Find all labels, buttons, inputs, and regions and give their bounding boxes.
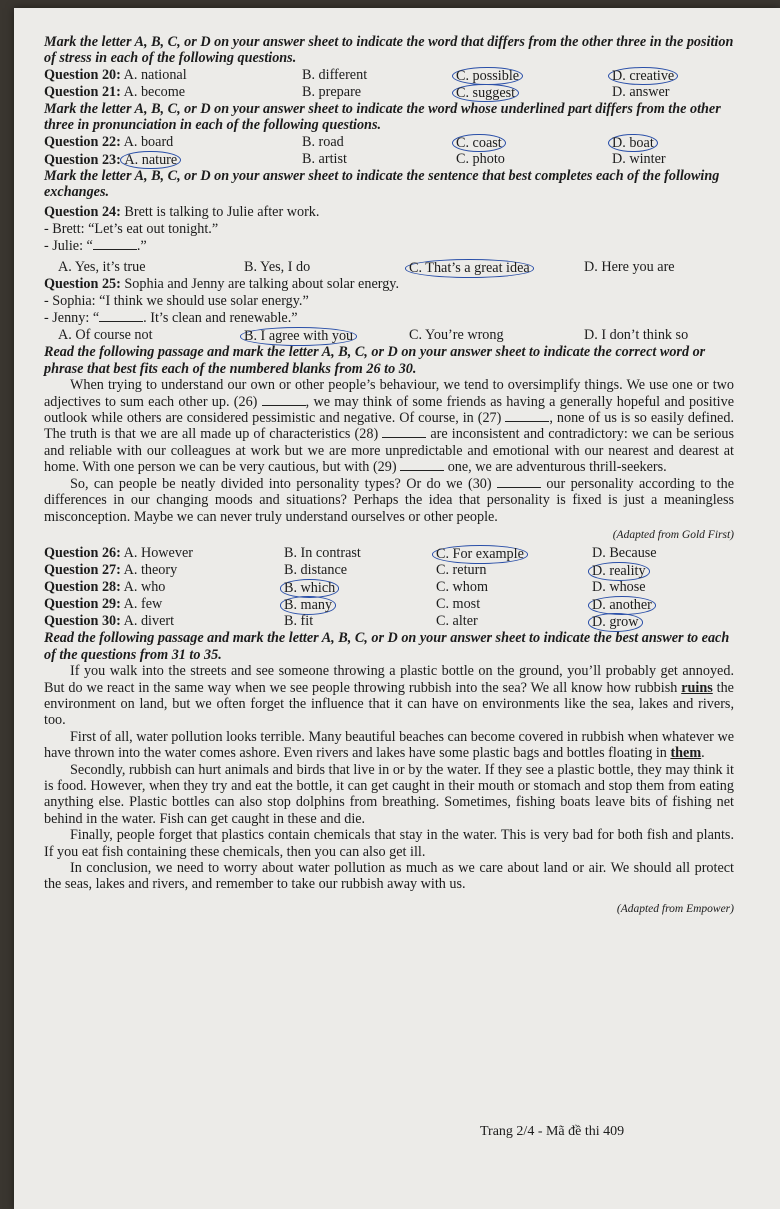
blank-27: [505, 410, 549, 422]
answer-blank: [99, 310, 143, 322]
question-label: Question 30:: [44, 613, 121, 630]
question-label: Question 20:: [44, 66, 121, 83]
dialogue-line-blank: [44, 238, 734, 255]
instruction-pronunciation: Mark the letter A, B, C, or D on your answer sheet to indicate the word whose underlined part differs from the other three in pronunciation in each of the following questions.: [44, 100, 721, 134]
question-21: [44, 84, 734, 101]
instruction-exchanges: Mark the letter A, B, C, or D on your answer sheet to indicate the sentence that best completes each of the following exchanges.: [44, 167, 720, 201]
question-27: [44, 562, 734, 579]
option-b[interactable]: B. artist: [302, 150, 347, 167]
option-a[interactable]: A. nature: [120, 151, 181, 169]
passage-text: .: [701, 745, 705, 762]
option-b[interactable]: B. prepare: [302, 83, 362, 100]
passage-text: If you walk into the streets and see someone throwing a plastic bottle on the ground, you’ll probably get annoyed. But do we react in the same way when we see people throwing rubbish into the sea? We all know how rubbish: [44, 663, 734, 696]
option-d[interactable]: D. winter: [612, 150, 666, 167]
blank-29: [400, 459, 444, 471]
question-label: Question 21:: [44, 83, 121, 100]
question-24-options: [44, 259, 734, 276]
question-label: Question 29:: [44, 596, 121, 613]
question-label: Question 28:: [44, 579, 121, 596]
passage-text: one, we are adventurous thrill-seekers.: [444, 459, 667, 476]
source-citation: (Adapted from Gold First): [612, 528, 734, 541]
instruction-passage-1: Read the following passage and mark the letter A, B, C, or D on your answer sheet to indicate the correct word or phrase that best fits each of the numbered blanks from 26 to 30.: [44, 344, 706, 377]
option-c[interactable]: C. That’s a great idea: [405, 259, 534, 277]
option-d[interactable]: D. boat: [608, 134, 658, 152]
question-22: [44, 134, 734, 151]
question-label: Question 25:: [44, 276, 121, 293]
passage-text: Secondly, rubbish can hurt animals and birds that live in or by the water. If they see a plastic bottle, they may think it is food. However, when they try and eat the bottle, it can get caught in their mouth or stomach and stop them from eating anything else. Plastic bottles can also stop dolphins from breathing. Sometimes, fishing boats leave bits of fishing net behind in the water. Fish can get caught in these and die.: [44, 761, 734, 827]
passage-2-paragraph-3: [44, 762, 734, 828]
option-a[interactable]: A. become: [123, 83, 186, 100]
dialogue-line-blank: [44, 310, 734, 327]
question-label: Question 23:: [44, 151, 121, 168]
option-c[interactable]: C. suggest: [452, 84, 519, 102]
question-text: Brett is talking to Julie after work.: [124, 204, 320, 221]
option-b[interactable]: B. road: [302, 133, 344, 150]
option-b[interactable]: B. distance: [284, 562, 348, 579]
question-label: Question 26:: [44, 545, 121, 562]
passage-2-paragraph-4: [44, 827, 734, 860]
answer-blank: [93, 238, 137, 250]
passage-2-paragraph-1: [44, 663, 734, 729]
question-30: [44, 613, 734, 630]
passage-text: When trying to understand our own or other people’s behaviour, we tend to oversimplify things. We use one or two adjectives to sum each other up. (26): [44, 377, 734, 410]
option-b[interactable]: B. different: [302, 66, 368, 83]
option-d[interactable]: D. creative: [608, 67, 678, 85]
option-d[interactable]: D. Because: [592, 545, 657, 562]
passage-text: So, can people be neatly divided into personality types? Or do we (30): [70, 475, 497, 492]
blank-30: [497, 476, 541, 488]
option-d[interactable]: D. Here you are: [584, 259, 675, 276]
option-c[interactable]: C. For example: [432, 545, 528, 563]
option-b[interactable]: B. which: [280, 579, 339, 597]
passage-text: our personality according to the differences in our changing moods and situations? Perhaps the idea that personality is fixed is just a meaningless misconception. Maybe we can never truly understand ourselves or other people.: [44, 475, 734, 525]
option-a[interactable]: A. board: [123, 133, 174, 150]
option-b[interactable]: B. fit: [284, 613, 314, 630]
question-24-stem: [44, 204, 734, 221]
option-d[interactable]: D. I don’t think so: [584, 327, 689, 344]
option-d[interactable]: D. whose: [592, 579, 646, 596]
option-c[interactable]: C. whom: [436, 579, 489, 596]
dialogue-line: - Brett: “Let’s eat out tonight.”: [44, 221, 219, 238]
question-25-stem: [44, 276, 734, 293]
question-23: [44, 151, 734, 168]
option-b[interactable]: B. many: [280, 596, 336, 614]
question-20: [44, 67, 734, 84]
question-label: Question 27:: [44, 562, 121, 579]
option-b[interactable]: B. Yes, I do: [244, 259, 311, 276]
instruction-stress: Mark the letter A, B, C, or D on your answer sheet to indicate the word that differs from the other three in the position of stress in each of the following questions.: [44, 34, 734, 67]
dialogue-suffix: . It’s clean and renewable.”: [143, 310, 298, 327]
instruction-passage-2: Read the following passage and mark the letter A, B, C, or D on your answer sheet to indicate the best answer to each of the questions from 31 to 35.: [44, 630, 730, 663]
passage-2-paragraph-2: [44, 729, 734, 762]
source-citation: (Adapted from Empower): [616, 902, 734, 915]
option-c[interactable]: C. alter: [436, 613, 478, 630]
option-a[interactable]: A. However: [123, 545, 193, 562]
option-c[interactable]: C. possible: [452, 67, 523, 85]
passage-text: , none of us is so easily defined. The truth is that we are all made up of characteristics (28): [44, 410, 734, 443]
dialogue-suffix: .”: [136, 238, 147, 255]
option-a[interactable]: A. Of course not: [58, 327, 153, 344]
passage-text: , we may think of some friends as having a generally hopeful and positive outlook while others are considered pessimistic and negative. Of course, in (27): [44, 393, 734, 427]
question-26: [44, 545, 734, 562]
exam-page: [44, 34, 734, 919]
option-a[interactable]: A. few: [123, 596, 163, 613]
passage-1-paragraph-2: [44, 476, 734, 525]
passage-text: are inconsistent and contradictory: we can be serious and reliable with our colleagues at work but we are more unpredictable and emotional with our nearest and dearest at home. With one person we can be very cautious, but with (29): [44, 426, 734, 476]
option-c[interactable]: C. coast: [452, 134, 506, 152]
passage-text: Finally, people forget that plastics contain chemicals that stay in the water. This is very bad for both fish and plants. If you eat fish containing these chemicals, then you can also get ill.: [44, 827, 734, 860]
passage-1-paragraph-1: [44, 377, 734, 475]
question-label: Question 22:: [44, 133, 121, 150]
dialogue-prefix: - Julie: “: [44, 238, 93, 255]
dialogue-line: - Sophia: “I think we should use solar energy.”: [44, 293, 309, 310]
passage-text: the environment on land, but we often forget the influence that it can have on environments like the sea, lakes and rivers, too.: [44, 679, 734, 729]
page-footer: Trang 2/4 - Mã đề thi 409: [480, 1124, 625, 1139]
option-c[interactable]: C. return: [436, 562, 487, 579]
question-text: Sophia and Jenny are talking about solar energy.: [124, 276, 400, 293]
dialogue-prefix: - Jenny: “: [44, 310, 100, 327]
question-label: Question 24:: [44, 204, 121, 221]
underlined-word: ruins: [681, 679, 713, 696]
option-c[interactable]: C. photo: [456, 150, 505, 167]
blank-28: [382, 426, 426, 438]
passage-text: First of all, water pollution looks terrible. Many beautiful beaches can become covered in rubbish when whatever we have thrown into the water comes ashore. Even rivers and lakes have some plastic bags and bottles floating in: [44, 728, 734, 762]
option-a[interactable]: A. national: [123, 66, 187, 83]
option-b[interactable]: B. In contrast: [284, 545, 361, 562]
option-a[interactable]: A. divert: [123, 613, 175, 630]
passage-text: In conclusion, we need to worry about water pollution as much as we care about land or air. We should all protect the seas, lakes and rivers, and remember to take our rubbish away with us.: [44, 860, 734, 893]
option-a[interactable]: A. who: [123, 579, 166, 596]
option-a[interactable]: A. Yes, it’s true: [58, 259, 146, 276]
option-c[interactable]: C. You’re wrong: [409, 327, 504, 344]
question-28: [44, 579, 734, 596]
underlined-word: them: [670, 745, 702, 762]
blank-26: [262, 394, 306, 406]
option-a[interactable]: A. theory: [123, 562, 178, 579]
option-d[interactable]: D. answer: [612, 83, 670, 100]
option-d[interactable]: D. grow: [588, 613, 643, 631]
passage-2-paragraph-5: [44, 860, 734, 893]
question-25-options: [44, 327, 734, 344]
option-b[interactable]: B. I agree with you: [240, 327, 357, 345]
option-d[interactable]: D. another: [588, 596, 656, 614]
option-d[interactable]: D. reality: [588, 562, 650, 580]
question-29: [44, 596, 734, 613]
option-c[interactable]: C. most: [436, 596, 481, 613]
